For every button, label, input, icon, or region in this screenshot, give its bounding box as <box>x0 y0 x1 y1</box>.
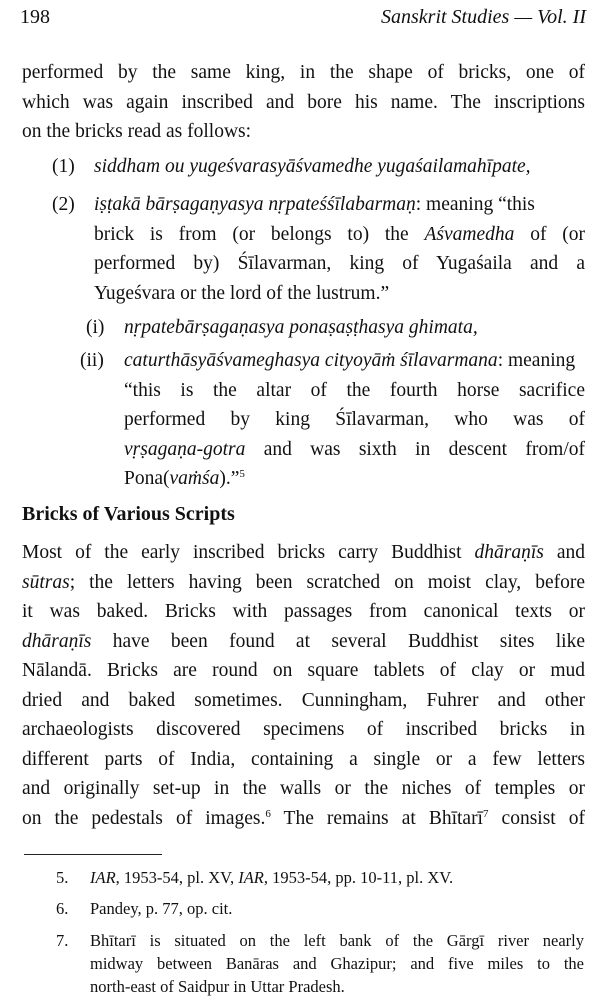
text-line <box>90 866 584 889</box>
inscription-transliteration: iṣṭakā bārṣagaṇyasya nṛpateśśīlabarmaṇ <box>94 194 416 215</box>
text-line: dried and baked sometimes. Cunningham, Fuhrer and other <box>22 689 585 711</box>
italic-term: dhāraṇīs <box>22 630 92 652</box>
text-span: Most of the early inscribed bricks carry Buddhist <box>22 542 462 563</box>
page-number: 198 <box>20 6 50 28</box>
text-line: on the bricks read as follows: <box>22 121 252 142</box>
inscription-transliteration: nṛpatebārṣagaṇasya ponaṣaṣṭhasya ghimata, <box>124 317 478 338</box>
text-line <box>124 435 585 465</box>
text-span: : meaning <box>497 350 576 371</box>
italic-term: IAR <box>238 868 264 887</box>
footnote-number: 7. <box>56 931 69 950</box>
inscription-label: (2) <box>52 194 75 215</box>
text-line: “this is the altar of the fourth horse sacrifice <box>124 379 585 401</box>
text-line: Yugeśvara or the lord of the lustrum.” <box>94 282 390 304</box>
text-span: ).” <box>219 468 240 489</box>
inscription-transliteration: caturthāsyāśvameghasya cityoyāṁ śīlavarmana <box>124 350 498 371</box>
text-line <box>94 190 585 220</box>
text-line: it was baked. Bricks with passages from canonical texts or <box>22 601 585 622</box>
text-line <box>124 464 585 494</box>
text-span: ; the letters having been scratched on moist clay, before <box>69 571 585 593</box>
footnote-7 <box>24 929 584 998</box>
inscription-transliteration: siddham ou yugeśvarasyāśvamedhe yugaśailamahīpate, <box>94 156 531 177</box>
text-line: Pandey, p. 77, op. cit. <box>90 899 233 918</box>
italic-term: sūtras <box>22 571 70 593</box>
text-span: of (or <box>530 223 585 245</box>
text-line: north-east of Saidpur in Uttar Pradesh. <box>90 977 345 996</box>
inscription-text <box>94 152 585 182</box>
footnote-ref: 5 <box>239 468 245 480</box>
text-line: midway between Banāras and Ghazipur; and five miles to the <box>90 954 584 973</box>
section-heading: Bricks of Various Scripts <box>22 503 235 525</box>
text-span: on the pedestals of images. <box>22 807 266 829</box>
inscription-label: (1) <box>52 156 75 177</box>
footnote-number: 5. <box>56 868 69 887</box>
footnote-ref: 7 <box>482 807 489 820</box>
inscription-label: (ii) <box>80 350 104 371</box>
italic-term: IAR <box>90 868 116 887</box>
text-line <box>22 568 585 598</box>
footnote-text <box>90 929 584 998</box>
italic-term: Aśvamedha <box>424 223 515 245</box>
text-line <box>22 804 585 834</box>
text-span: and <box>556 542 585 563</box>
text-line <box>22 538 585 568</box>
text-line: performed by the same king, in the shape of bricks, one of <box>22 62 585 83</box>
text-span: , 1953-54, pp. 10-11, pl. XV. <box>263 868 454 887</box>
text-span: The remains at Bhītarī <box>270 807 483 829</box>
text-span: have been found at several Buddhist sites like <box>112 630 585 652</box>
text-line: Nālandā. Bricks are round on square tablets of clay or mud <box>22 660 585 681</box>
footnote-divider <box>24 854 162 855</box>
text-line: and originally set-up in the walls or the niches of temples or <box>22 778 585 799</box>
text-line <box>124 346 585 376</box>
page-header <box>20 4 586 34</box>
text-span: , 1953-54, pl. XV, <box>115 868 235 887</box>
text-line: which was again inscribed and bore his name. The inscriptions <box>22 91 585 113</box>
text-line <box>94 220 585 250</box>
text-line: performed by) Śīlavarman, king of Yugaśaila and a <box>94 253 585 274</box>
text-span: Pona( <box>124 468 170 489</box>
text-span: brick is from (or belongs to) the <box>94 223 409 245</box>
text-line <box>22 627 585 657</box>
text-line: performed by king Śīlavarman, who was of <box>124 409 585 430</box>
italic-term: dhāraṇīs <box>474 542 544 563</box>
text-span: consist of <box>488 807 585 829</box>
footnote-number: 6. <box>56 899 69 918</box>
footnote-6 <box>24 897 584 920</box>
inscription-label: (i) <box>86 317 105 338</box>
text-line: Bhītarī is situated on the left bank of the Gārgī river nearly <box>90 931 584 950</box>
section-paragraph <box>22 538 585 833</box>
footnote-text <box>90 897 584 920</box>
footnote-5 <box>24 866 584 889</box>
italic-term: vṛṣagaṇa-gotra <box>124 438 246 460</box>
text-span: and was sixth in descent from/of <box>263 438 585 460</box>
footnote-ref: 6 <box>265 807 271 820</box>
intro-paragraph <box>22 58 585 147</box>
text-line: different parts of India, containing a single or a few letters <box>22 748 585 770</box>
footnote-text <box>90 866 584 889</box>
text-line: archaeologists discovered specimens of inscribed bricks in <box>22 719 585 740</box>
italic-term: vaṁśa <box>169 468 220 489</box>
text-line <box>124 313 585 343</box>
running-title: Sanskrit Studies — Vol. II <box>381 6 586 28</box>
text-span: : meaning “this <box>415 194 535 215</box>
